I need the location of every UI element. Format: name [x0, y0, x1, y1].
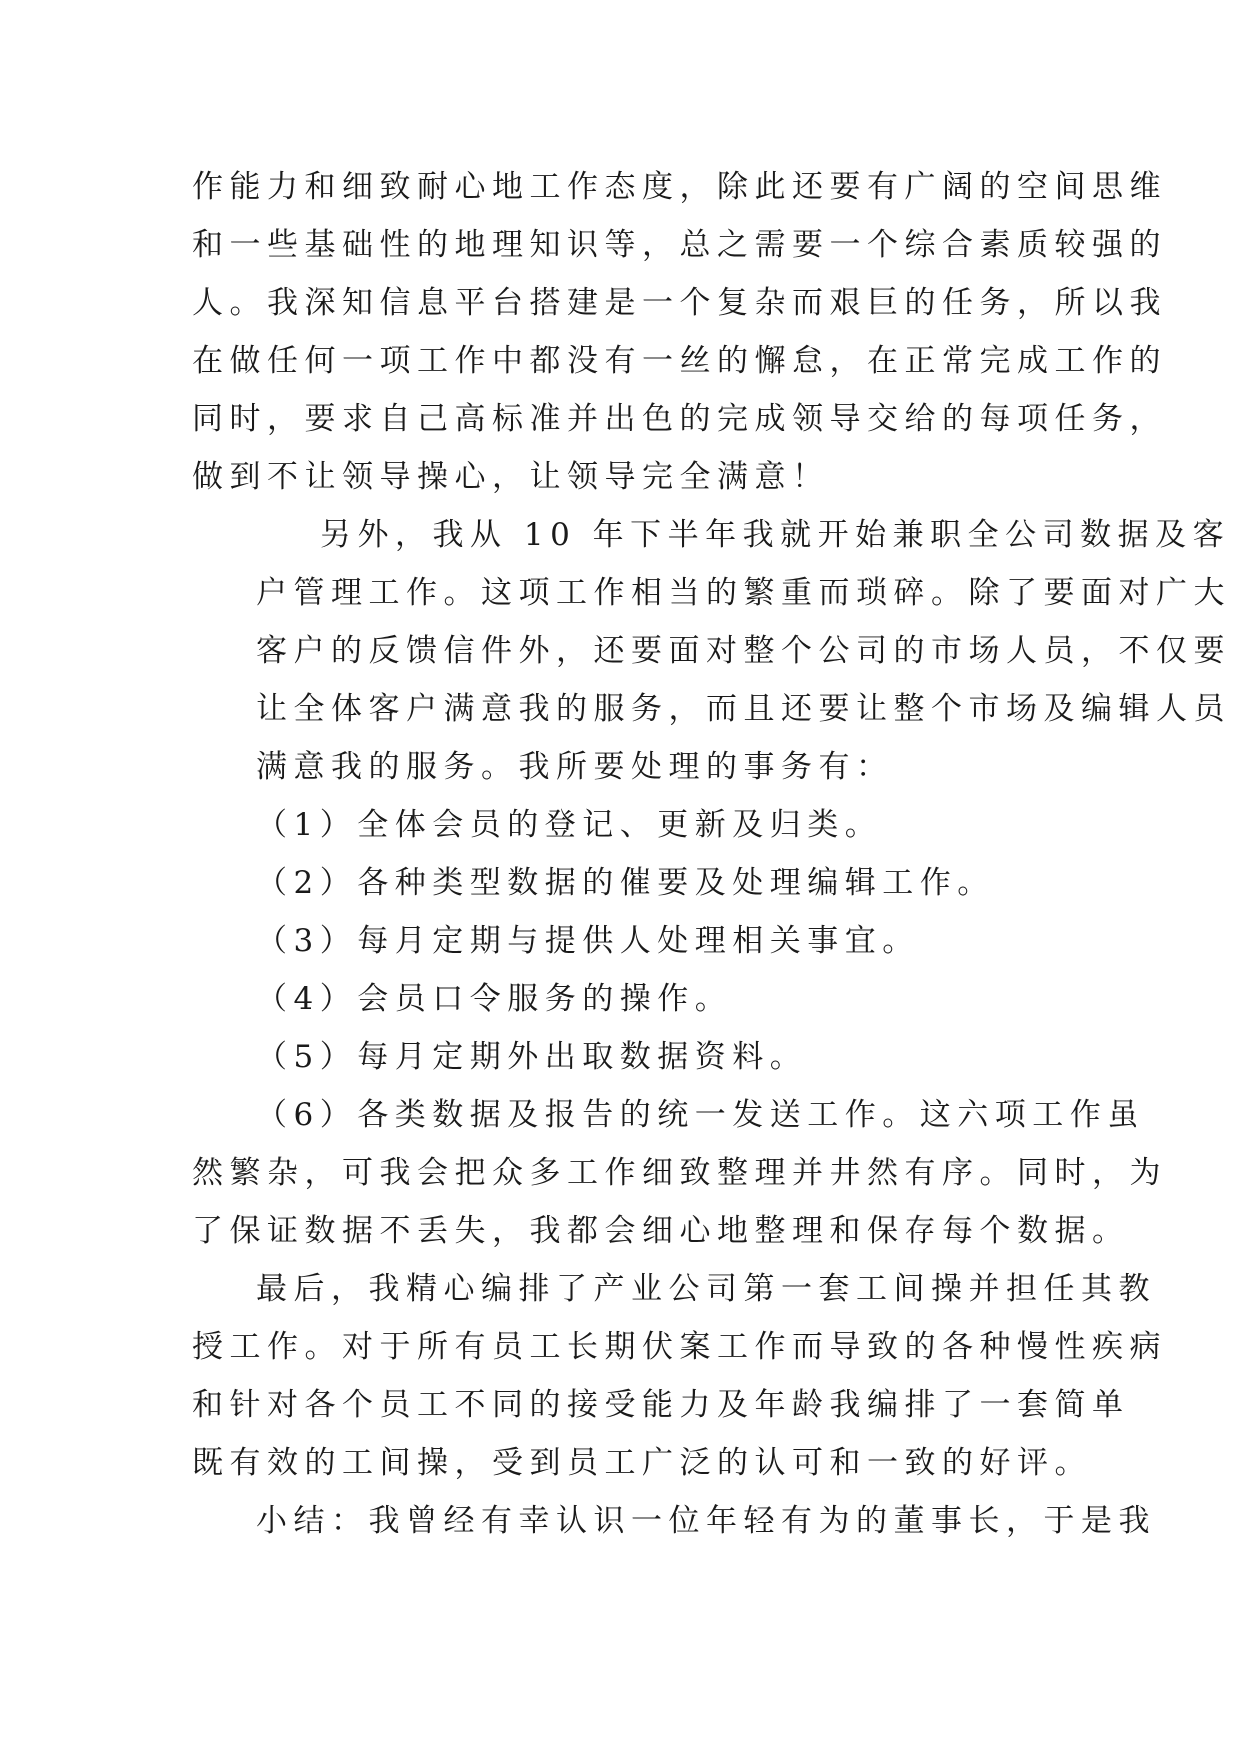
text-line: 户管理工作。这项工作相当的繁重而琐碎。除了要面对广大 — [256, 575, 1231, 611]
text-line: 同时，要求自己高标准并出色的完成领导交给的每项任务， — [192, 401, 1167, 437]
text-line: 作能力和细致耐心地工作态度，除此还要有广阔的空间思维 — [192, 169, 1167, 205]
list-item-4 — [192, 970, 1072, 1028]
text-line: 做到不让领导操心，让领导完全满意！ — [192, 459, 830, 495]
text-line: 最后，我精心编排了产业公司第一套工间操并担任其教 — [256, 1271, 1156, 1307]
text-line: （3）每月定期与提供人处理相关事宜。 — [256, 923, 920, 959]
text-line: 客户的反馈信件外，还要面对整个公司的市场人员，不仅要 — [256, 633, 1231, 669]
text-line: （4）会员口令服务的操作。 — [256, 981, 733, 1017]
text-line: 在做任何一项工作中都没有一丝的懈怠，在正常完成工作的 — [192, 343, 1167, 379]
text-line: 然繁杂，可我会把众多工作细致整理并井然有序。同时，为 — [192, 1155, 1167, 1191]
paragraph-exercise — [192, 1260, 1167, 1492]
text-line: （1）全体会员的登记、更新及归类。 — [256, 807, 883, 843]
paragraph-summary — [192, 1492, 1156, 1550]
text-line: 授工作。对于所有员工长期伏案工作而导致的各种慢性疾病 — [192, 1329, 1167, 1365]
text-line: （6）各类数据及报告的统一发送工作。这六项工作虽 — [256, 1097, 1145, 1133]
list-item-5 — [192, 1028, 1072, 1086]
text-line: 让全体客户满意我的服务，而且还要让整个市场及编辑人员 — [256, 691, 1231, 727]
document-body — [192, 158, 1231, 1550]
text-line: 小结：我曾经有幸认识一位年轻有为的董事长，于是我 — [256, 1503, 1156, 1539]
paragraph-data-management — [192, 506, 1231, 796]
text-line: 人。我深知信息平台搭建是一个复杂而艰巨的任务，所以我 — [192, 285, 1167, 321]
list-item-3 — [192, 912, 1072, 970]
list-item-6-paragraph — [192, 1086, 1167, 1260]
text-line: （5）每月定期外出取数据资料。 — [256, 1039, 808, 1075]
text-line: 了保证数据不丢失，我都会细心地整理和保存每个数据。 — [192, 1213, 1130, 1249]
text-line: 另外，我从 10 年下半年我就开始兼职全公司数据及客 — [320, 517, 1231, 553]
list-item-1 — [192, 796, 1072, 854]
paragraph-work-attitude — [192, 158, 1167, 506]
text-line: 既有效的工间操，受到员工广泛的认可和一致的好评。 — [192, 1445, 1092, 1481]
text-line: （2）各种类型数据的催要及处理编辑工作。 — [256, 865, 995, 901]
text-line: 和针对各个员工不同的接受能力及年龄我编排了一套简单 — [192, 1387, 1130, 1423]
text-line: 满意我的服务。我所要处理的事务有： — [256, 749, 894, 785]
list-item-2 — [192, 854, 1072, 912]
text-line: 和一些基础性的地理知识等，总之需要一个综合素质较强的 — [192, 227, 1167, 263]
